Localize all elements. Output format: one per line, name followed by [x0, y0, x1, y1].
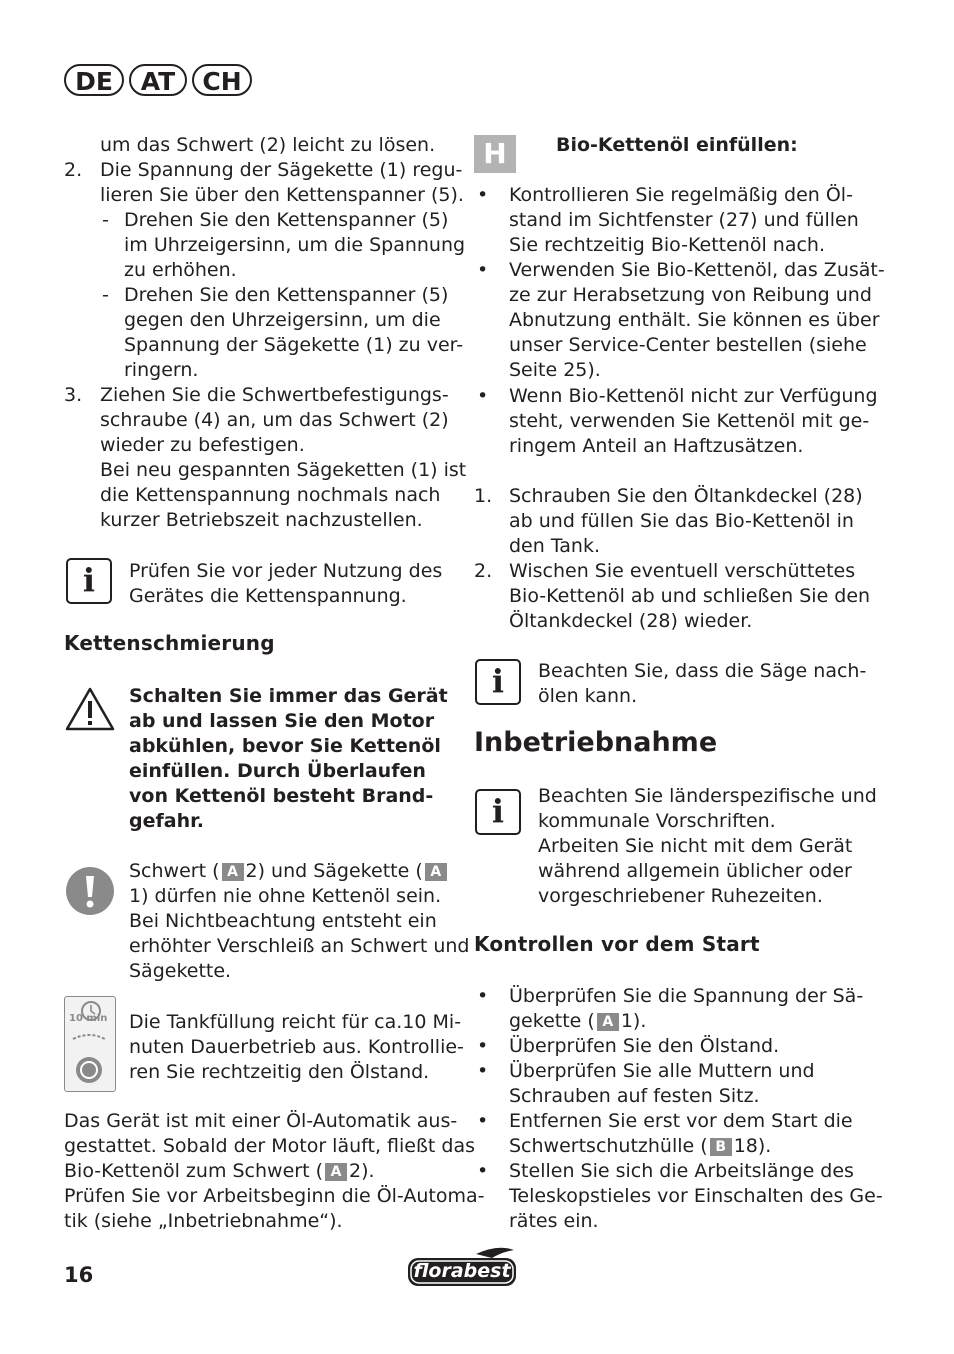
- sub-2-text: Drehen Sie den Kettenspanner (5) gegen den Uhrzeigersinn, um die Spannung der Sägekette (1) zu ver- ringern.: [124, 284, 464, 381]
- bullet: •: [477, 1060, 489, 1082]
- figure-a-badge: A: [222, 863, 244, 881]
- figure-a-badge: A: [597, 1013, 619, 1031]
- figure-b-badge: B: [710, 1138, 732, 1156]
- brand-name: florabest: [413, 1260, 511, 1282]
- caution-text: Schwert ( A 2) und Sägekette ( A 1) dürfen nie ohne Kettenöl sein. Bei Nichtbeachtung entsteht ein erhöhter Verschleiß an Schwert und Sägekette.: [129, 860, 470, 982]
- heading-pre-start-checks: Kontrollen vor dem Start: [474, 932, 760, 956]
- page-number: 16: [64, 1263, 94, 1287]
- step-2-number: 2.: [64, 159, 83, 181]
- bullet-use-bio-oil: Verwenden Sie Bio-Kettenöl, das Zusät- ze zur Herabsetzung von Reibung und Abnutzung enthält. Sie können es über unser Service-Center bestellen (siehe Seite 25).: [509, 259, 885, 381]
- info-icon: i: [66, 558, 112, 604]
- tank-icon-label: 10 min: [69, 1013, 108, 1024]
- oil-automatic-text: Das Gerät ist mit einer Öl-Automatik aus- gestattet. Sobald der Motor läuft, fließt das Bio-Kettenöl zum Schwert ( A 2). Prüfen Sie vor Arbeitsbeginn die Öl-Automa- tik (siehe „Inbetriebnahme“).: [64, 1110, 485, 1232]
- heading-chain-lubrication: Kettenschmierung: [64, 631, 275, 655]
- bullet: •: [477, 385, 489, 407]
- check-chain-tension: Überprüfen Sie die Spannung der Sä- gekette ( A 1).: [509, 985, 864, 1032]
- sub-1-text: Drehen Sie den Kettenspanner (5) im Uhrzeigersinn, um die Spannung zu erhöhen.: [124, 209, 466, 281]
- bullet-check-oil-level: Kontrollieren Sie regelmäßig den Öl- stand im Sichtfenster (27) und füllen Sie rechtzeitig Bio-Kettenöl nach.: [509, 184, 859, 256]
- step-2-text: Die Spannung der Sägekette (1) regu- lieren Sie über den Kettenspanner (5).: [100, 159, 464, 206]
- bullet: •: [477, 259, 489, 281]
- bullet-alternative-oil: Wenn Bio-Kettenöl nicht zur Verfügung steht, verwenden Sie Kettenöl mit ge- ringem Anteil an Haftzusätzen.: [509, 385, 878, 457]
- heading-commissioning: Inbetriebnahme: [474, 727, 718, 758]
- step-3-text: Ziehen Sie die Schwertbefestigungs- schraube (4) an, um das Schwert (2) wieder zu befestigen. Bei neu gespannten Sägeketten (1) ist die Kettenspannung nochmals nach kurzer Betriebszeit nachzustellen.: [100, 384, 467, 531]
- warning-triangle-icon: [64, 686, 116, 732]
- florabest-logo: [406, 1246, 518, 1288]
- bullet: •: [477, 1110, 489, 1132]
- step-3-number: 3.: [64, 384, 83, 406]
- step-2-text-right: Wischen Sie eventuell verschüttetes Bio-Kettenöl ab und schließen Sie den Öltankdeckel (28) wieder.: [509, 560, 871, 632]
- info-note-regulations: Beachten Sie länderspezifische und kommunale Vorschriften. Arbeiten Sie nicht mit dem Gerät während allgemein üblicher oder vorgeschriebener Ruhezeiten.: [538, 785, 877, 907]
- bullet: •: [477, 1035, 489, 1057]
- check-oil-level: Überprüfen Sie den Ölstand.: [509, 1035, 780, 1057]
- info-note-chain-tension: Prüfen Sie vor jeder Nutzung des Gerätes die Kettenspannung.: [129, 560, 443, 607]
- heading-fill-oil: Bio-Kettenöl einfüllen:: [556, 134, 798, 156]
- info-icon: i: [475, 659, 521, 705]
- continuation-line: um das Schwert (2) leicht zu lösen.: [100, 134, 436, 156]
- step-1-text: Schrauben Sie den Öltankdeckel (28) ab und füllen Sie das Bio-Kettenöl in den Tank.: [509, 485, 863, 557]
- country-ch: CH: [192, 64, 252, 96]
- info-note-saw-drip: Beachten Sie, dass die Säge nach- ölen kann.: [538, 660, 867, 707]
- caution-exclamation-icon: [65, 866, 115, 916]
- oil-drop-clock-icon: [65, 997, 114, 1090]
- step-1-number: 1.: [474, 485, 493, 507]
- country-at: AT: [129, 64, 187, 96]
- bullet: •: [477, 184, 489, 206]
- section-h-marker: H: [474, 135, 516, 173]
- tank-capacity-text: Die Tankfüllung reicht für ca.10 Mi- nuten Dauerbetrieb aus. Kontrollie- ren Sie rechtzeitig den Ölstand.: [129, 1011, 464, 1083]
- check-remove-guard: Entfernen Sie erst vor dem Start die Schwertschutzhülle ( B 18).: [509, 1110, 853, 1157]
- bullet: •: [477, 1160, 489, 1182]
- figure-a-badge: A: [325, 1163, 347, 1181]
- tank-duration-icon: [64, 996, 116, 1092]
- sub-1-dash: -: [102, 209, 109, 231]
- country-de: DE: [64, 64, 124, 96]
- check-nuts-screws: Überprüfen Sie alle Muttern und Schrauben auf festen Sitz.: [509, 1060, 815, 1107]
- bullet: •: [477, 985, 489, 1007]
- figure-a-badge: A: [425, 863, 447, 881]
- sub-2-dash: -: [102, 284, 109, 306]
- step-2-number-right: 2.: [474, 560, 493, 582]
- check-telescopic-length: Stellen Sie sich die Arbeitslänge des Teleskopstieles vor Einschalten des Ge- rätes ein.: [509, 1160, 883, 1232]
- warning-text: Schalten Sie immer das Gerät ab und lassen Sie den Motor abkühlen, bevor Sie Kettenöl einfüllen. Durch Überlaufen von Kettenöl besteht Brand- gefahr.: [129, 685, 448, 832]
- info-icon: i: [475, 789, 521, 835]
